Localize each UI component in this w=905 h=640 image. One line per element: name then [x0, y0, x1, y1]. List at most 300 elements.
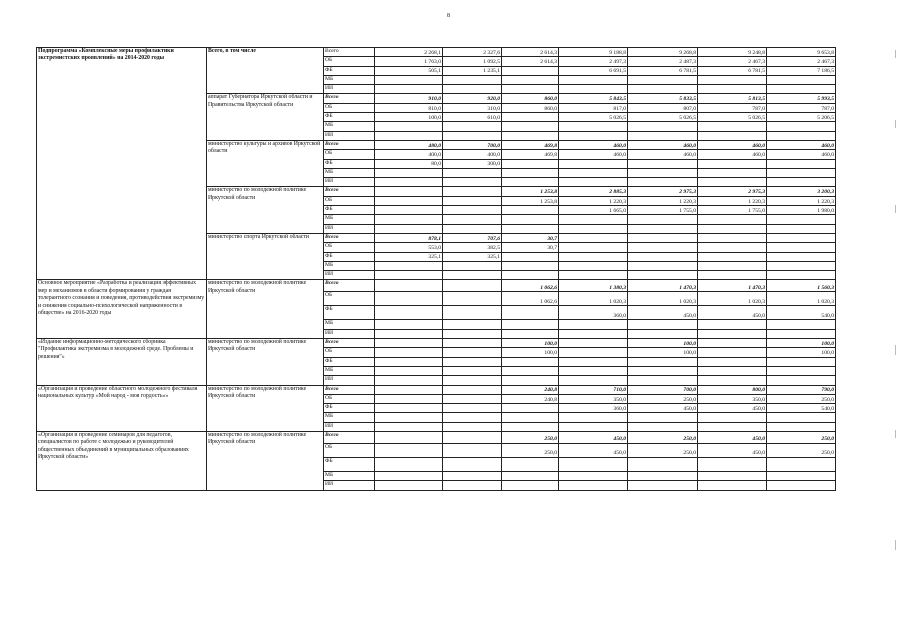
value-cell	[443, 457, 502, 471]
value-cell: 240,8	[502, 385, 559, 394]
value-cell	[502, 66, 559, 75]
value-cell	[502, 457, 559, 471]
funding-source-cell: МБ	[324, 168, 375, 177]
value-cell: 469,8	[502, 150, 559, 159]
value-cell	[628, 261, 698, 270]
value-cell: 1 253,8	[502, 196, 559, 205]
value-cell: 9 653,8	[767, 48, 836, 57]
value-cell	[628, 233, 698, 242]
value-cell	[375, 306, 443, 320]
value-cell	[628, 159, 698, 168]
value-cell: 300,0	[443, 159, 502, 168]
value-cell: 1 020,3	[559, 292, 628, 306]
value-cell	[375, 215, 443, 224]
value-cell	[443, 122, 502, 131]
value-cell	[375, 178, 443, 187]
value-cell	[698, 122, 767, 131]
value-cell	[559, 215, 628, 224]
value-cell: 450,0	[698, 431, 767, 443]
value-cell: 325,1	[375, 252, 443, 261]
value-cell	[698, 413, 767, 422]
value-cell	[559, 131, 628, 140]
funding-source-cell: ОБ	[324, 196, 375, 205]
value-cell: 9 268,8	[628, 48, 698, 57]
value-cell	[443, 168, 502, 177]
program-name-cell: «Издание информационно-методического сборника "Профилактика экстремизма в молодежной среде. Проблемы и решения"»	[37, 339, 207, 385]
value-cell	[698, 85, 767, 94]
value-cell: 450,0	[559, 443, 628, 457]
value-cell	[375, 339, 443, 348]
value-cell	[767, 271, 836, 280]
value-cell: 460,0	[767, 150, 836, 159]
value-cell: 2 497,3	[559, 57, 628, 66]
value-cell	[375, 329, 443, 338]
value-cell: 1 755,0	[698, 206, 767, 215]
value-cell: 250,0	[767, 443, 836, 457]
value-cell	[502, 215, 559, 224]
funding-source-cell: ОБ	[324, 394, 375, 403]
value-cell	[559, 261, 628, 270]
value-cell	[559, 320, 628, 329]
funding-source-cell: МБ	[324, 122, 375, 131]
funding-source-cell: ФБ	[324, 113, 375, 122]
value-cell	[502, 252, 559, 261]
value-cell	[767, 224, 836, 233]
value-cell: 1 235,1	[443, 66, 502, 75]
value-cell	[502, 481, 559, 490]
value-cell	[443, 187, 502, 196]
funding-source-cell: Всего	[324, 339, 375, 348]
value-cell	[375, 457, 443, 471]
value-cell: 360,0	[559, 404, 628, 413]
funding-source-cell: ОБ	[324, 103, 375, 112]
value-cell	[443, 366, 502, 375]
value-cell: 910,0	[375, 94, 443, 103]
value-cell	[767, 261, 836, 270]
value-cell	[443, 131, 502, 140]
value-cell: 325,1	[443, 252, 502, 261]
value-cell	[375, 443, 443, 457]
value-cell	[559, 75, 628, 84]
funding-source-cell: ФБ	[324, 404, 375, 413]
executor-cell: министерство по молодежной политике Иркутской области	[207, 431, 324, 490]
page-number: 8	[447, 13, 450, 19]
table-row	[37, 339, 836, 348]
value-cell: 1 755,0	[628, 206, 698, 215]
value-cell	[767, 75, 836, 84]
value-cell: 1 470,3	[628, 280, 698, 292]
value-cell	[628, 224, 698, 233]
table-row	[37, 48, 836, 57]
value-cell	[443, 261, 502, 270]
value-cell	[767, 233, 836, 242]
value-cell: 700,0	[628, 385, 698, 394]
value-cell	[502, 224, 559, 233]
value-cell: 6 781,5	[628, 66, 698, 75]
value-cell	[698, 252, 767, 261]
value-cell	[767, 481, 836, 490]
executor-cell: аппарат Губернатора Иркутской области и Правительства Иркутской области	[207, 94, 324, 140]
value-cell: 2 467,3	[698, 57, 767, 66]
value-cell: 450,0	[698, 404, 767, 413]
value-cell	[502, 329, 559, 338]
value-cell	[559, 329, 628, 338]
value-cell	[443, 178, 502, 187]
funding-source-cell: МБ	[324, 413, 375, 422]
value-cell	[443, 292, 502, 306]
value-cell	[767, 215, 836, 224]
value-cell	[443, 196, 502, 205]
value-cell	[698, 243, 767, 252]
funding-source-cell: Всего	[324, 94, 375, 103]
value-cell: 100,0	[628, 339, 698, 348]
value-cell	[698, 233, 767, 242]
value-cell	[375, 168, 443, 177]
value-cell: 250,0	[502, 443, 559, 457]
value-cell	[443, 413, 502, 422]
value-cell: 807,0	[628, 103, 698, 112]
value-cell: 5 026,5	[698, 113, 767, 122]
value-cell: 1 020,3	[698, 292, 767, 306]
value-cell	[502, 131, 559, 140]
value-cell: 382,5	[443, 243, 502, 252]
value-cell	[698, 178, 767, 187]
funding-source-cell: ИИ	[324, 271, 375, 280]
funding-source-cell: ОБ	[324, 348, 375, 357]
value-cell	[375, 348, 443, 357]
funding-source-cell: ОБ	[324, 150, 375, 159]
value-cell	[502, 404, 559, 413]
value-cell	[767, 471, 836, 480]
value-cell: 5 026,5	[628, 113, 698, 122]
value-cell	[767, 178, 836, 187]
value-cell: 860,0	[502, 103, 559, 112]
funding-source-cell: Всего	[324, 280, 375, 292]
value-cell	[559, 243, 628, 252]
value-cell	[767, 320, 836, 329]
value-cell: 700,0	[443, 140, 502, 149]
funding-source-cell: ИИ	[324, 224, 375, 233]
value-cell: 787,0	[767, 103, 836, 112]
value-cell	[375, 422, 443, 431]
value-cell: 2 975,3	[628, 187, 698, 196]
value-cell	[375, 481, 443, 490]
value-cell: 250,0	[628, 443, 698, 457]
value-cell	[698, 329, 767, 338]
value-cell	[375, 394, 443, 403]
value-cell	[767, 366, 836, 375]
value-cell	[443, 394, 502, 403]
value-cell	[502, 75, 559, 84]
value-cell	[375, 376, 443, 385]
value-cell: 100,0	[628, 348, 698, 357]
value-cell	[628, 75, 698, 84]
funding-source-cell: ИИ	[324, 329, 375, 338]
funding-source-cell: ИИ	[324, 178, 375, 187]
value-cell	[628, 131, 698, 140]
program-name-cell: «Организация и проведение семинаров для педагогов, специалистов по работе с молодежью и руководителей общественных объединений в муниципальных образованиях Иркутской области»	[37, 431, 207, 490]
value-cell	[698, 261, 767, 270]
value-cell: 920,0	[443, 94, 502, 103]
value-cell	[502, 159, 559, 168]
value-cell	[443, 422, 502, 431]
funding-source-cell: ИИ	[324, 376, 375, 385]
value-cell	[443, 404, 502, 413]
funding-source-cell: ФБ	[324, 306, 375, 320]
funding-source-cell: ОБ	[324, 292, 375, 306]
value-cell	[767, 252, 836, 261]
value-cell: 450,0	[628, 404, 698, 413]
funding-source-cell: Всего	[324, 48, 375, 57]
value-cell	[767, 131, 836, 140]
value-cell	[443, 481, 502, 490]
value-cell	[767, 357, 836, 366]
value-cell	[375, 366, 443, 375]
value-cell: 540,0	[767, 306, 836, 320]
value-cell	[502, 271, 559, 280]
funding-source-cell: МБ	[324, 75, 375, 84]
value-cell: 3 200,3	[767, 187, 836, 196]
value-cell: 460,0	[628, 150, 698, 159]
value-cell	[628, 457, 698, 471]
funding-source-cell: ФБ	[324, 252, 375, 261]
executor-cell: министерство культуры и архивов Иркутской области	[207, 140, 324, 186]
value-cell: 817,0	[559, 103, 628, 112]
value-cell: 5 813,5	[698, 94, 767, 103]
value-cell: 450,0	[698, 443, 767, 457]
value-cell	[559, 376, 628, 385]
value-cell	[443, 280, 502, 292]
value-cell: 860,0	[502, 94, 559, 103]
value-cell	[767, 413, 836, 422]
funding-source-cell: ФБ	[324, 159, 375, 168]
value-cell: 540,0	[767, 404, 836, 413]
value-cell: 1 980,0	[767, 206, 836, 215]
value-cell	[502, 113, 559, 122]
value-cell: 5 843,5	[559, 94, 628, 103]
value-cell	[767, 457, 836, 471]
value-cell	[443, 224, 502, 233]
value-cell: 610,0	[443, 113, 502, 122]
value-cell: 553,0	[375, 243, 443, 252]
value-cell: 1 470,3	[698, 280, 767, 292]
value-cell	[698, 339, 767, 348]
value-cell	[502, 366, 559, 375]
value-cell: 100,0	[375, 113, 443, 122]
value-cell: 350,0	[698, 394, 767, 403]
value-cell	[628, 413, 698, 422]
value-cell	[443, 348, 502, 357]
value-cell	[559, 366, 628, 375]
value-cell: 480,0	[375, 140, 443, 149]
value-cell	[375, 292, 443, 306]
funding-source-cell: ИИ	[324, 481, 375, 490]
value-cell: 30,7	[502, 233, 559, 242]
funding-source-cell: ОБ	[324, 57, 375, 66]
executor-cell: министерство спорта Иркутской области	[207, 233, 324, 279]
value-cell	[443, 443, 502, 457]
executor-cell: министерство по молодежной политике Иркутской области	[207, 339, 324, 385]
value-cell	[375, 75, 443, 84]
value-cell	[698, 320, 767, 329]
value-cell: 790,0	[767, 385, 836, 394]
value-cell: 2 327,6	[443, 48, 502, 57]
value-cell	[375, 404, 443, 413]
funding-source-cell: Всего	[324, 431, 375, 443]
value-cell	[628, 252, 698, 261]
value-cell	[767, 85, 836, 94]
value-cell: 350,0	[559, 394, 628, 403]
value-cell	[559, 422, 628, 431]
value-cell	[502, 178, 559, 187]
value-cell	[559, 271, 628, 280]
value-cell: 250,0	[502, 431, 559, 443]
value-cell: 1 062,6	[502, 292, 559, 306]
value-cell	[698, 376, 767, 385]
value-cell	[375, 261, 443, 270]
value-cell	[559, 168, 628, 177]
value-cell	[559, 481, 628, 490]
value-cell	[375, 280, 443, 292]
value-cell: 9 248,8	[698, 48, 767, 57]
value-cell: 400,0	[375, 150, 443, 159]
value-cell: 787,0	[698, 103, 767, 112]
value-cell	[698, 215, 767, 224]
value-cell	[559, 357, 628, 366]
value-cell	[443, 75, 502, 84]
value-cell	[443, 85, 502, 94]
value-cell: 1 380,3	[559, 280, 628, 292]
value-cell	[443, 320, 502, 329]
funding-source-cell: ФБ	[324, 66, 375, 75]
value-cell: 460,0	[559, 140, 628, 149]
funding-source-cell: МБ	[324, 320, 375, 329]
value-cell: 1 220,3	[767, 196, 836, 205]
value-cell	[698, 471, 767, 480]
value-cell	[443, 357, 502, 366]
value-cell	[559, 252, 628, 261]
value-cell: 460,0	[628, 140, 698, 149]
value-cell	[767, 122, 836, 131]
value-cell	[628, 271, 698, 280]
value-cell: 2 487,3	[628, 57, 698, 66]
value-cell: 460,0	[559, 150, 628, 159]
value-cell	[628, 366, 698, 375]
value-cell	[502, 168, 559, 177]
value-cell	[698, 168, 767, 177]
value-cell	[559, 339, 628, 348]
value-cell	[559, 178, 628, 187]
funding-source-cell: Всего	[324, 140, 375, 149]
value-cell	[375, 122, 443, 131]
funding-source-cell: ИИ	[324, 85, 375, 94]
value-cell	[443, 271, 502, 280]
value-cell	[698, 357, 767, 366]
value-cell	[375, 187, 443, 196]
value-cell: 2 268,1	[375, 48, 443, 57]
value-cell: 400,0	[443, 150, 502, 159]
value-cell: 1 220,3	[559, 196, 628, 205]
value-cell	[375, 385, 443, 394]
value-cell	[628, 481, 698, 490]
value-cell: 100,0	[767, 339, 836, 348]
table-row	[37, 385, 836, 394]
value-cell	[628, 122, 698, 131]
funding-source-cell: ИИ	[324, 422, 375, 431]
value-cell: 5 993,5	[767, 94, 836, 103]
value-cell: 1 092,5	[443, 57, 502, 66]
value-cell	[767, 159, 836, 168]
value-cell: 6 781,5	[698, 66, 767, 75]
value-cell	[698, 348, 767, 357]
value-cell: 1 665,0	[559, 206, 628, 215]
value-cell: 240,8	[502, 394, 559, 403]
value-cell: 710,0	[559, 385, 628, 394]
value-cell: 469,8	[502, 140, 559, 149]
program-name-cell: «Организация и проведение областного молодежного фестиваля национальных культур «Мой народ - моя гордость»»	[37, 385, 207, 431]
value-cell	[443, 329, 502, 338]
value-cell	[375, 131, 443, 140]
value-cell	[502, 306, 559, 320]
value-cell	[375, 206, 443, 215]
value-cell	[502, 85, 559, 94]
value-cell	[767, 329, 836, 338]
value-cell	[443, 431, 502, 443]
value-cell: 360,0	[559, 306, 628, 320]
value-cell	[443, 376, 502, 385]
value-cell	[375, 196, 443, 205]
value-cell: 2 614,3	[502, 48, 559, 57]
value-cell	[502, 422, 559, 431]
funding-source-cell: Всего	[324, 233, 375, 242]
value-cell	[559, 457, 628, 471]
value-cell: 100,0	[767, 348, 836, 357]
value-cell	[559, 413, 628, 422]
value-cell: 1 062,6	[502, 280, 559, 292]
funding-source-cell: Всего	[324, 385, 375, 394]
value-cell: 1 020,3	[767, 292, 836, 306]
funding-source-cell: МБ	[324, 261, 375, 270]
value-cell	[628, 471, 698, 480]
value-cell	[443, 385, 502, 394]
value-cell	[628, 357, 698, 366]
value-cell: 450,0	[698, 306, 767, 320]
value-cell	[502, 471, 559, 480]
value-cell	[559, 224, 628, 233]
value-cell: 250,0	[628, 431, 698, 443]
value-cell	[502, 357, 559, 366]
value-cell	[375, 85, 443, 94]
value-cell: 6 691,5	[559, 66, 628, 75]
value-cell: 9 188,8	[559, 48, 628, 57]
value-cell	[698, 271, 767, 280]
value-cell: 250,0	[628, 394, 698, 403]
value-cell	[559, 233, 628, 242]
value-cell	[443, 306, 502, 320]
value-cell	[767, 376, 836, 385]
value-cell: 810,0	[375, 103, 443, 112]
funding-source-cell: ИИ	[324, 131, 375, 140]
value-cell	[628, 168, 698, 177]
value-cell: 1 020,3	[628, 292, 698, 306]
value-cell	[375, 471, 443, 480]
program-name-cell: Основное мероприятие «Разработка и реализация эффективных мер и механизмов в области формирования у граждан толерантного сознания и поведения, противодействия экстремизму и снижения социально-психологической напряженности в обществе» на 2016-2020 годы	[37, 280, 207, 339]
value-cell: 450,0	[559, 431, 628, 443]
value-cell	[443, 215, 502, 224]
value-cell: 7 186,5	[767, 66, 836, 75]
program-name-cell: Подпрограмма «Комплексные меры профилактики экстремистских проявлений» на 2014-2020 годы	[37, 48, 207, 280]
value-cell	[443, 339, 502, 348]
